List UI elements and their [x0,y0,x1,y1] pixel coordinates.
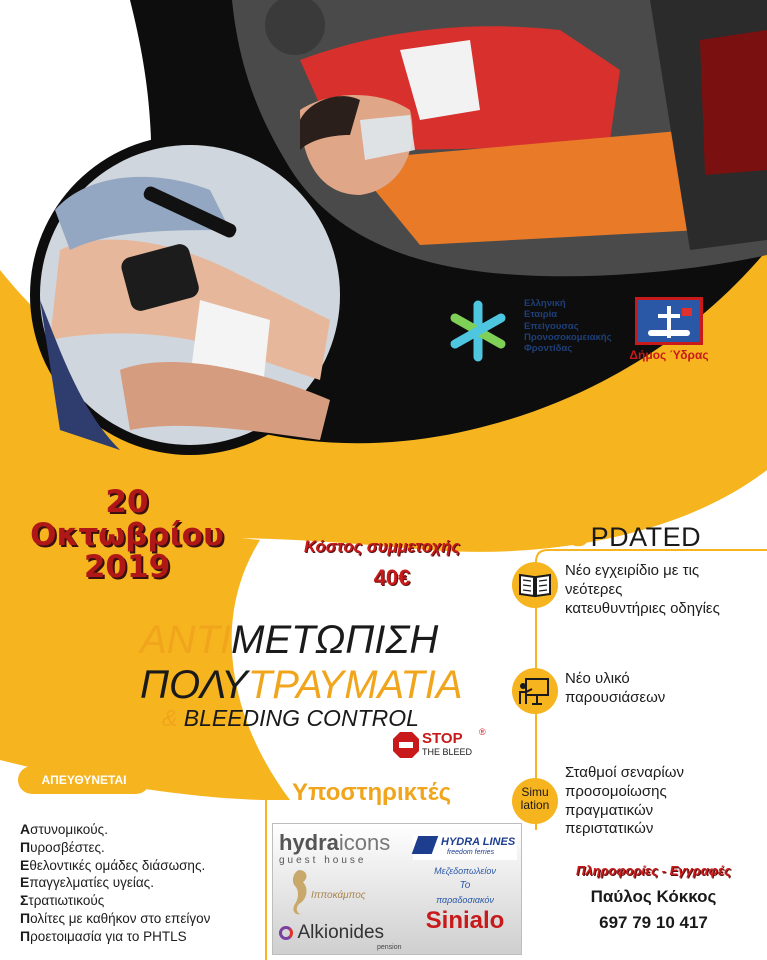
audience-badge: ΑΠΕΥΘΥΝΕΤΑΙ [18,766,150,794]
municipality-logo [624,297,714,372]
sponsor-alkionides: Alkionides pension [279,922,409,944]
presentation-icon [512,668,558,714]
audience-item: Εθελοντικές ομάδες διάσωσης. [20,856,206,873]
contact-block [540,863,767,933]
sponsor-hydraicons: hydraicons guest house [279,830,391,866]
seahorse-icon [289,868,311,918]
stop-octagon-icon [392,731,420,759]
book-icon [512,562,558,608]
updated-item-presentations: Νέο υλικό παρουσιάσεων [565,670,666,706]
course-title: ΑΝΤΙΜΕΤΩΠΙΣΗ ΠΟΛΥΤΡΑΥΜΑΤΙΑ & BLEEDING CONTROL [140,618,463,731]
org-logo [444,297,612,377]
municipality-crest-icon [635,297,703,345]
org-name: Ελληνική Εταιρία Επείγουσας Προνοσοκομειακής Φροντίδας [524,298,612,355]
contact-phone: 697 79 10 417 [599,913,708,932]
cost-block [262,538,502,591]
sponsor-ippokampos: Ιπποκάμπος [311,890,366,901]
audience-list [20,821,270,946]
audience-item: Στρατιωτικούς [20,892,105,909]
cost-label: Κόστος συμμετοχής [303,538,461,556]
event-date [2,486,252,584]
stop-the-bleed-logo: STOP ® THE BLEED [392,730,504,762]
updated-item-handbook: Νέο εγχειρίδιο με τις νεότερες κατευθυντήριες οδηγίες [565,562,720,617]
star-of-life-icon [444,297,512,365]
audience-item: Προετοιμασία για το PHTLS [20,927,187,944]
alkionides-swirl-icon [279,926,293,940]
audience-item: Πολίτες με καθήκον στο επείγον [20,909,211,926]
cost-value: 40€ [373,565,411,590]
date-month: Οκτωβρίου [30,516,224,553]
sponsors-panel [272,823,522,955]
audience-item: Επαγγελματίες υγείας. [20,874,154,891]
updated-heading: UPDATED [567,517,702,553]
book-circle [512,562,558,608]
presentation-circle [512,668,558,714]
hydralines-z-icon [412,836,439,854]
date-day: 20 [105,484,149,520]
contact-label: Πληροφορίες - Εγγραφές [576,863,731,878]
date-year: 2019 [83,549,171,586]
simulation-circle: Simu lation [512,778,558,824]
municipality-name: Δήμος Ύδρας [629,348,709,362]
sponsor-sinialo: Μεζεδοπωλείον Το παραδοσιακόν Sinialo [425,866,505,934]
updated-item-simulation: Σταθμοί σεναρίων προσομοίωσης πραγματικών περιστατικών [565,764,684,838]
contact-name: Παύλος Κόκκος [590,887,717,906]
audience-item: Αστυνομικούς. [20,821,108,837]
sponsor-hydralines: HYDRA LINES freedom ferries [413,834,517,860]
sponsors-bracket [258,800,270,960]
audience-item: Πυροσβέστες. [20,838,105,855]
sponsors-heading: Υποστηρικτές [292,779,452,806]
